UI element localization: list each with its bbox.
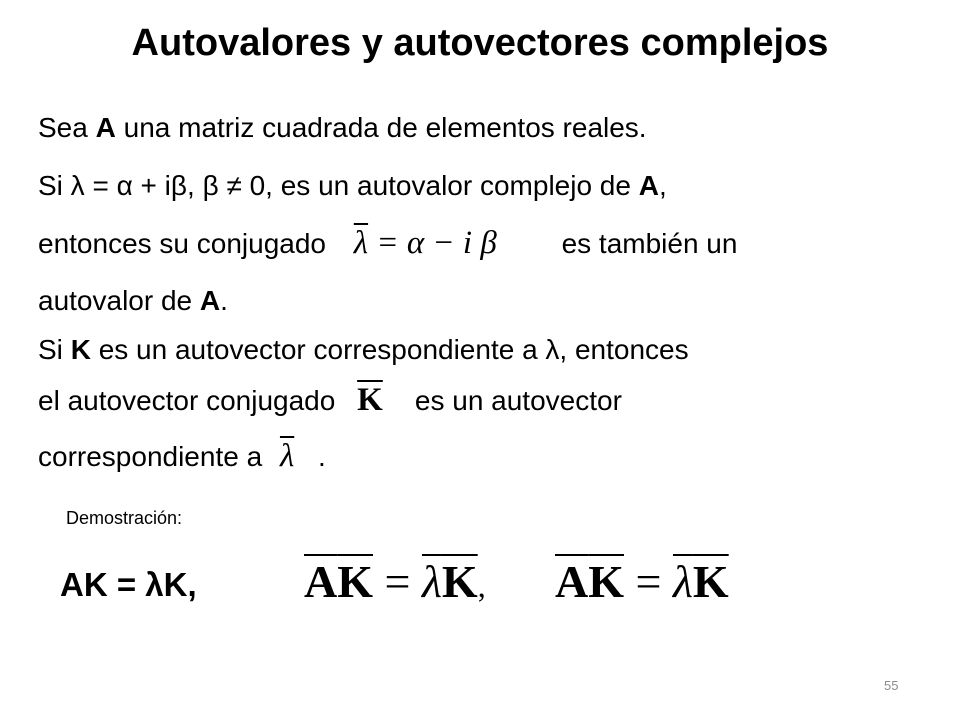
text-line-3 xyxy=(38,223,737,264)
vector-k: K xyxy=(70,334,91,365)
l6-post: es un autovector xyxy=(414,385,622,416)
l5-pre: Si xyxy=(38,334,71,365)
l1-pre: Sea xyxy=(38,112,96,143)
k-bar: $\overline{K}$ xyxy=(337,556,374,607)
l1-post: una matriz cuadrada de elementos reales. xyxy=(115,112,647,143)
k-letter: K xyxy=(588,556,625,607)
text-line-6 xyxy=(38,380,622,421)
equals: = xyxy=(373,556,422,607)
equation-conjugate-1 xyxy=(304,555,486,608)
matrix-a: A xyxy=(199,285,221,316)
equation-conjugate-2 xyxy=(555,555,729,608)
l3-pre: entonces su conjugado xyxy=(38,228,326,259)
l4-pre: autovalor de xyxy=(38,285,200,316)
page-number: 55 xyxy=(884,678,899,693)
k-bar: $\overline{K}$ xyxy=(441,556,478,607)
l6-pre: el autovector conjugado xyxy=(38,385,336,416)
slide-title: Autovalores y autovectores complejos xyxy=(131,22,829,64)
comma: , xyxy=(477,568,486,604)
equals: = xyxy=(624,556,673,607)
a-bar: $\overline{A}$ xyxy=(304,556,338,607)
lambda-bar: $\overline{\lambda}$ xyxy=(279,438,295,474)
text-line-5 xyxy=(38,330,689,370)
ak-bar xyxy=(555,556,624,607)
conjugate-lambda-formula xyxy=(354,223,544,263)
matrix-a: A xyxy=(638,170,659,201)
l7-pre: correspondiente a xyxy=(38,441,263,472)
lambda-bar: $\overline{\lambda}$ xyxy=(353,225,369,261)
a-letter: A xyxy=(555,556,589,607)
l4-post: . xyxy=(220,285,228,316)
k-bar: $\overline{K}$ xyxy=(357,382,383,418)
text-line-4 xyxy=(38,281,228,321)
conjugate-k xyxy=(357,380,407,420)
equation-ak: AK = λK, xyxy=(60,566,197,603)
text-line-1 xyxy=(38,108,647,148)
text-line-2 xyxy=(38,166,667,206)
conjugate-lambda xyxy=(280,436,318,476)
lambda-bar: $\overline{\lambda}$ xyxy=(421,556,442,607)
l3-post: es también un xyxy=(561,228,738,259)
demo-label: Demostración: xyxy=(66,508,183,528)
formula-rest: = α − i β xyxy=(368,225,497,261)
l5-post: es un autovector correspondiente a λ, entonces xyxy=(90,334,689,365)
lambda-bar: $\overline{\lambda}$ xyxy=(672,556,693,607)
l2-pre: Si λ = α + iβ, β ≠ 0, es un autovalor complejo de xyxy=(38,170,639,201)
matrix-a: A xyxy=(95,112,116,143)
l2-post: , xyxy=(658,170,667,201)
k-bar: $\overline{K}$ xyxy=(692,556,729,607)
text-line-7 xyxy=(38,436,326,477)
l7-post: . xyxy=(317,441,326,472)
